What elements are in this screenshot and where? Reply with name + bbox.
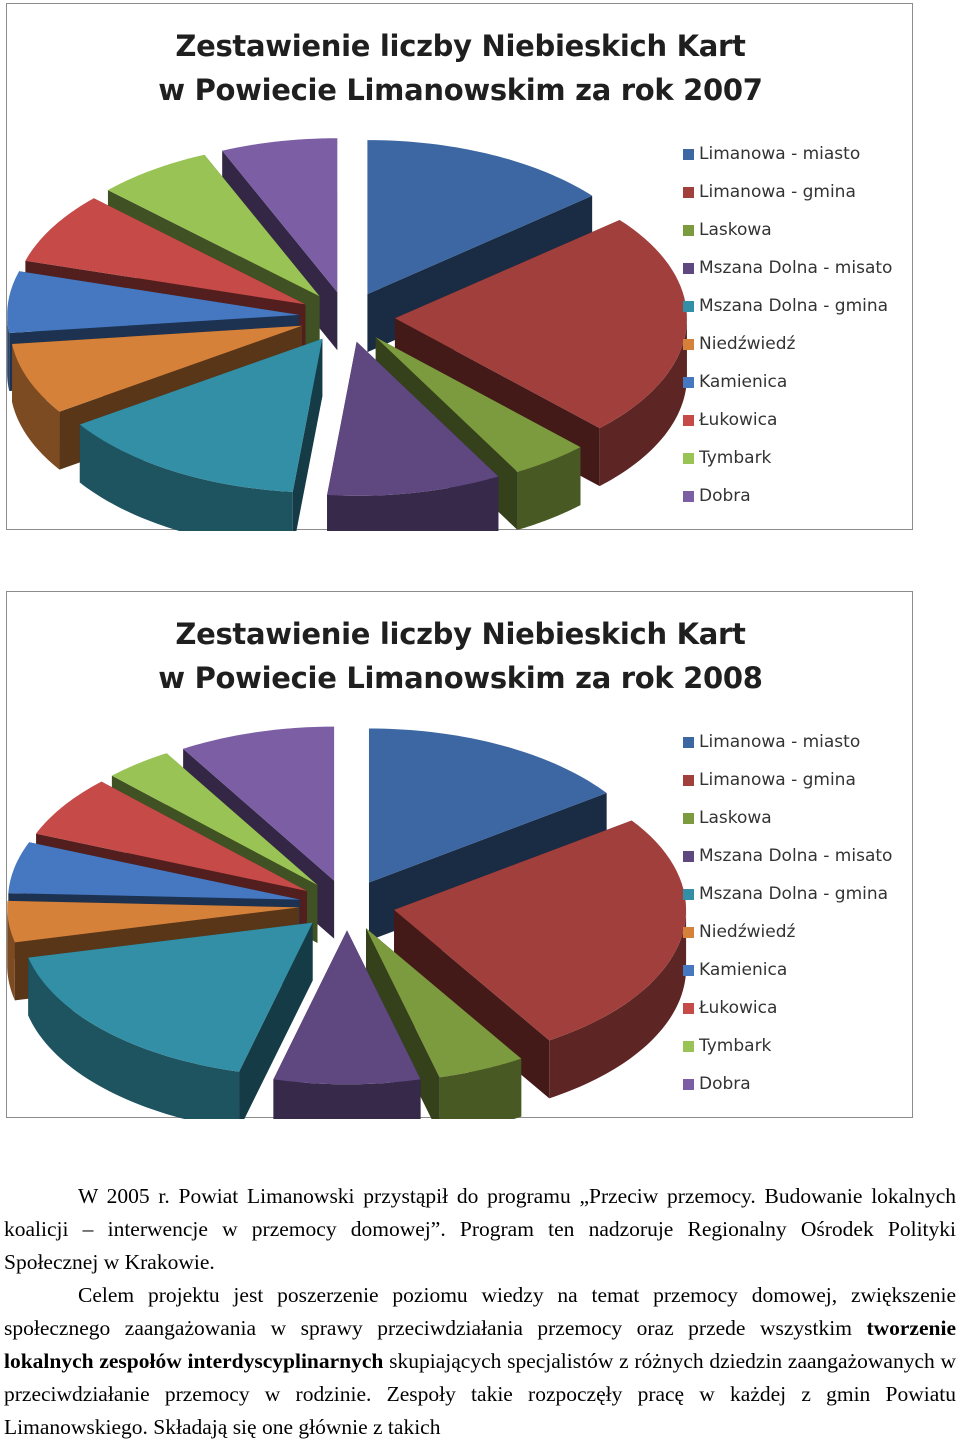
legend-swatch (683, 149, 694, 160)
legend-label: Niedźwiedź (699, 922, 796, 942)
legend-swatch (683, 775, 694, 786)
legend-label: Mszana Dolna - misato (699, 258, 893, 278)
legend-swatch (683, 889, 694, 900)
legend-swatch (683, 339, 694, 350)
legend-swatch (683, 1003, 694, 1014)
legend-label: Niedźwiedź (699, 334, 796, 354)
paragraph-2-start: Celem projektu jest poszerzenie poziomu wiedzy na temat przemocy domowej, zwiększenie społecznego zaangażowania w sprawy przeciwdziałania przemocy oraz przede wszystkim (4, 1283, 956, 1340)
paragraph-2-end: skupiających specjalistów z różnych dziedzin zaangażowanych w przeciwdziałanie przemocy w rodzinie. Zespoły takie rozpoczęły pracę w każdej z gmin Powiatu Limanowskiego. Składają się one głównie z takich (4, 1349, 956, 1439)
legend-label: Kamienica (699, 960, 788, 980)
legend-label: Dobra (699, 486, 751, 506)
legend-label: Łukowica (699, 410, 778, 430)
chart-title-line-1: Zestawienie liczby Niebieskich Kart (175, 617, 746, 651)
legend-label: Limanowa - gmina (699, 770, 856, 790)
chart-title-line-2: w Powiecie Limanowskim za rok 2008 (158, 661, 763, 695)
legend-swatch (683, 377, 694, 388)
legend-label: Łukowica (699, 998, 778, 1018)
legend-swatch (683, 1079, 694, 1090)
legend-label: Limanowa - gmina (699, 182, 856, 202)
legend-label: Limanowa - miasto (699, 144, 861, 164)
legend-swatch (683, 813, 694, 824)
legend-label: Kamienica (699, 372, 788, 392)
legend-label: Mszana Dolna - gmina (699, 296, 889, 316)
legend-swatch (683, 187, 694, 198)
legend-swatch (683, 491, 694, 502)
legend-swatch (683, 415, 694, 426)
legend-label: Tymbark (699, 1036, 772, 1056)
legend-label: Dobra (699, 1074, 751, 1094)
legend-label: Laskowa (699, 220, 772, 240)
legend-label: Mszana Dolna - gmina (699, 884, 889, 904)
legend-swatch (683, 851, 694, 862)
chart-title-line-1: Zestawienie liczby Niebieskich Kart (175, 29, 746, 63)
legend-swatch (683, 737, 694, 748)
legend-label: Mszana Dolna - misato (699, 846, 893, 866)
legend-label: Tymbark (699, 448, 772, 468)
chart-2008 (6, 591, 913, 1118)
legend-swatch (683, 453, 694, 464)
chart-title-line-2: w Powiecie Limanowskim za rok 2007 (158, 73, 763, 107)
legend-label: Limanowa - miasto (699, 732, 861, 752)
legend-swatch (683, 301, 694, 312)
body-text (4, 1180, 956, 1444)
paragraph-1: W 2005 r. Powiat Limanowski przystąpił do programu „Przeciw przemocy. Budowanie lokalnych koalicji – interwencje w przemocy domowej”. Program ten nadzoruje Regionalny Ośrodek Polityki Społecznej w Krakowie. (4, 1184, 956, 1274)
legend-swatch (683, 225, 694, 236)
legend-swatch (683, 1041, 694, 1052)
chart-2007 (6, 3, 913, 530)
paragraph-2-bold: tworzenie lokalnych zespołów interdyscyplinarnych (4, 1316, 956, 1373)
legend-label: Laskowa (699, 808, 772, 828)
pie-slice-rim (273, 1079, 420, 1119)
paragraph-2 (4, 1279, 956, 1444)
legend-swatch (683, 927, 694, 938)
legend-swatch (683, 965, 694, 976)
legend-swatch (683, 263, 694, 274)
